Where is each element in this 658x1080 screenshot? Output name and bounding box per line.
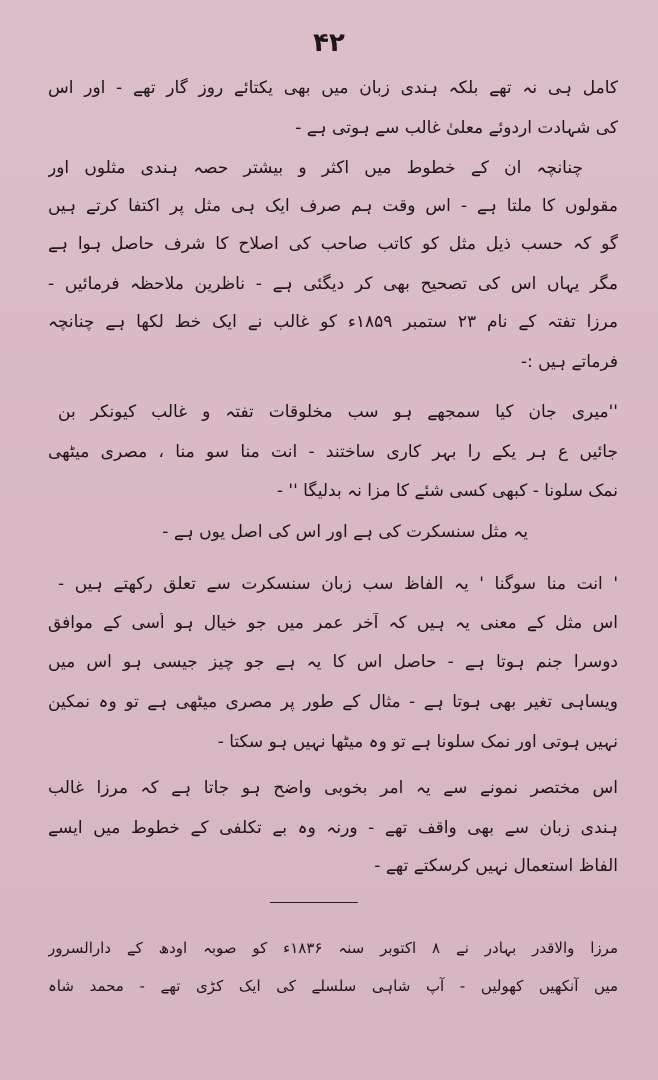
quote-line: نمک سلونا - کبھی کسی شئے کا مزا نہ بدلیگا '' - — [276, 481, 618, 501]
body-line: ہندی زبان سے بھی واقف تھے - ورنہ وہ بے تکلفی کے خطوط میں ایسے — [48, 818, 618, 838]
body-line: کامل ہی نہ تھے بلکہ ہندی زبان میں بھی یکتائے روز گار تھے - اور اس — [48, 78, 618, 98]
body-line: مقولوں کا ملتا ہے - اس وقت ہم صرف ایک ہی مثل پر اکتفا کرتے ہیں — [48, 196, 618, 216]
body-line: الفاظ استعمال نہیں کرسکتے تھے - — [374, 856, 618, 876]
footnote-line: میں آنکھیں کھولیں - آپ شاہی سلسلے کی ایک کڑی تھے - محمد شاہ — [48, 977, 618, 995]
quote-line: جائیں ع ہر یکے را بہر کاری ساختند - انت منا سو منا ، مصری میٹھی — [48, 442, 618, 462]
body-line: ' انت منا سوگنا ' یہ الفاظ سب زبان سنسکرت سے تعلق رکھتے ہیں - — [58, 574, 618, 594]
footnote-line: مرزا والاقدر بہادر نے ۸ اکتوبر سنہ ۱۸۳۶ء کو صوبہ اودھ کے دارالسرور — [48, 939, 618, 957]
body-line: اس مثل کے معنی یہ ہیں کہ آخر عمر میں جو خیال ہو اُسی کے موافق — [48, 613, 618, 633]
body-line: یہ مثل سنسکرت کی ہے اور اس کی اصل یوں ہے - — [162, 522, 528, 542]
footnote-divider — [270, 902, 358, 903]
body-line: مگر یہاں اس کی تصحیح بھی کر دیگئی ہے - ناظرین ملاحظہ فرمائیں - — [48, 274, 618, 294]
body-line: گو کہ حسب ذیل مثل کو کاتب صاحب کی اصلاح کا شرف حاصل ہوا ہے — [48, 234, 618, 254]
page-number: ۴۲ — [313, 28, 345, 58]
body-line: فرماتے ہیں :- — [520, 352, 618, 372]
body-line: ویساہی تغیر بھی ہوتا ہے - مثال کے طور پر مصری میٹھی ہے تو وہ نمکین — [48, 692, 618, 712]
quote-line: ''میری جان کیا سمجھے ہو سب مخلوقات تفتہ و غالب کیونکر بن — [58, 402, 618, 422]
body-line: اس مختصر نمونے سے یہ امر بخوبی واضح ہو جاتا ہے کہ مرزا غالب — [48, 778, 618, 798]
body-line: نہیں ہوتی اور نمک سلونا ہے تو وہ میٹھا نہیں ہو سکتا - — [217, 732, 618, 752]
body-line: چنانچہ ان کے خطوط میں اکثر و بیشتر حصہ ہندی مثلوں اور — [48, 158, 583, 178]
body-line: دوسرا جنم ہوتا ہے - حاصل اس کا یہ ہے جو چیز جیسی ہو اس میں — [48, 652, 618, 672]
body-line: کی شہادت اردوئے معلیٰ غالب سے ہوتی ہے - — [295, 118, 618, 138]
body-line: مرزا تفتہ کے نام ۲۳ ستمبر ۱۸۵۹ء کو غالب نے ایک خط لکھا ہے چنانچہ — [48, 312, 618, 332]
